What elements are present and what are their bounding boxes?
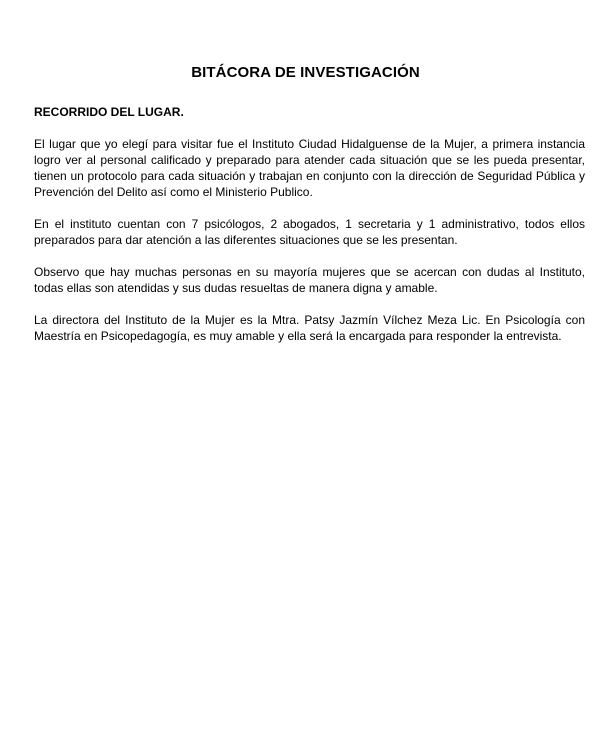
document-body — [34, 104, 585, 360]
paragraph-observation: Observo que hay muchas personas en su mayoría mujeres que se acercan con dudas al Instituto, todas ellas son atendidas y sus dudas resueltas de manera digna y amable. — [34, 265, 585, 295]
paragraph-visit: El lugar que yo elegí para visitar fue el Instituto Ciudad Hidalguense de la Mujer, a primera instancia logro ver al personal calificado y preparado para atender cada situación que se les pueda presentar, tienen un protocolo para cada situación y trabajan en conjunto con la dirección de Seguridad Pública y Prevención del Delito así como el Ministerio Publico. — [34, 137, 585, 199]
section-heading: RECORRIDO DEL LUGAR. — [34, 105, 184, 119]
paragraph-director: La directora del Instituto de la Mujer es la Mtra. Patsy Jazmín Vílchez Meza Lic. En Psicología con Maestría en Psicopedagogía, es muy amable y ella será la encargada para responder la entrevista. — [34, 313, 585, 343]
paragraph-staff: En el instituto cuentan con 7 psicólogos, 2 abogados, 1 secretaria y 1 administrativo, todos ellos preparados para dar atención a las diferentes situaciones que se les presentan. — [34, 217, 585, 247]
document-title: BITÁCORA DE INVESTIGACIÓN — [191, 64, 420, 81]
